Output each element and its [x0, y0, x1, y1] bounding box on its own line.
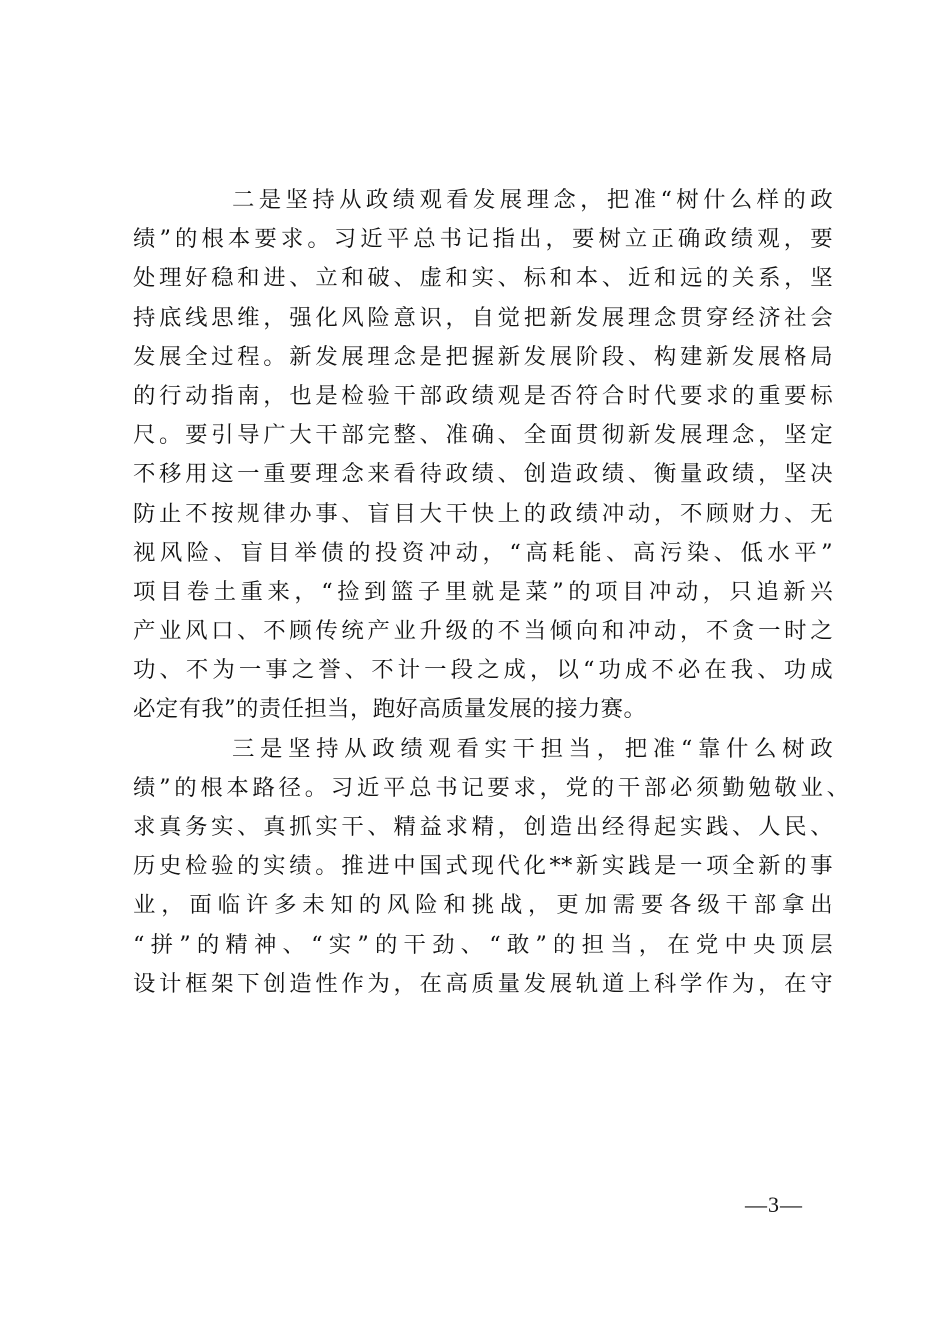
paragraph-line: 项目卷土重来，“捡到篮子里就是菜”的项目冲动，只追新兴	[133, 578, 833, 605]
paragraph-line: 绩”的根本要求。习近平总书记指出，要树立正确政绩观，要	[133, 226, 833, 253]
paragraph-line: 二是坚持从政绩观看发展理念，把准“树什么样的政	[232, 187, 833, 213]
paragraph-line: 绩”的根本路径。习近平总书记要求，党的干部必须勤勉敬业、	[133, 774, 849, 801]
paragraph-line: 防止不按规律办事、盲目大干快上的政绩冲动，不顾财力、无	[133, 500, 833, 527]
paragraph-line: 的行动指南，也是检验干部政绩观是否符合时代要求的重要标	[133, 382, 833, 409]
paragraph-line: 产业风口、不顾传统产业升级的不当倾向和冲动，不贪一时之	[133, 618, 833, 645]
page-number: —3—	[745, 1192, 803, 1217]
paragraph-line: 功、不为一事之誉、不计一段之成，以“功成不必在我、功成	[133, 657, 833, 684]
paragraph-line: 不移用这一重要理念来看待政绩、创造政绩、衡量政绩，坚决	[133, 461, 833, 488]
paragraph-line: 视风险、盲目举债的投资冲动，“高耗能、高污染、低水平”	[133, 539, 833, 566]
paragraph-line: 业，面临许多未知的风险和挑战，更加需要各级干部拿出	[133, 892, 833, 919]
paragraph-line: 求真务实、真抓实干、精益求精，创造出经得起实践、人民、	[133, 814, 833, 840]
paragraph-line: 必定有我”的责任担当，跑好高质量发展的接力赛。	[133, 696, 647, 723]
paragraph-line: “拼”的精神、“实”的干劲、“敢”的担当，在党中央顶层	[133, 931, 833, 958]
paragraph-line: 处理好稳和进、立和破、虚和实、标和本、近和远的关系，坚	[133, 265, 833, 292]
paragraph-line: 历史检验的实绩。推进中国式现代化**新实践是一项全新的事	[133, 853, 833, 880]
paragraph-line: 持底线思维，强化风险意识，自觉把新发展理念贯穿经济社会	[133, 304, 833, 331]
body-text	[133, 181, 849, 1004]
paragraph-line: 设计框架下创造性作为，在高质量发展轨道上科学作为，在守	[133, 970, 833, 997]
paragraph-line: 发展全过程。新发展理念是把握新发展阶段、构建新发展格局	[133, 343, 833, 370]
paragraph-line: 尺。要引导广大干部完整、准确、全面贯彻新发展理念，坚定	[133, 422, 833, 449]
paragraph-line: 三是坚持从政绩观看实干担当，把准“靠什么树政	[232, 735, 833, 762]
